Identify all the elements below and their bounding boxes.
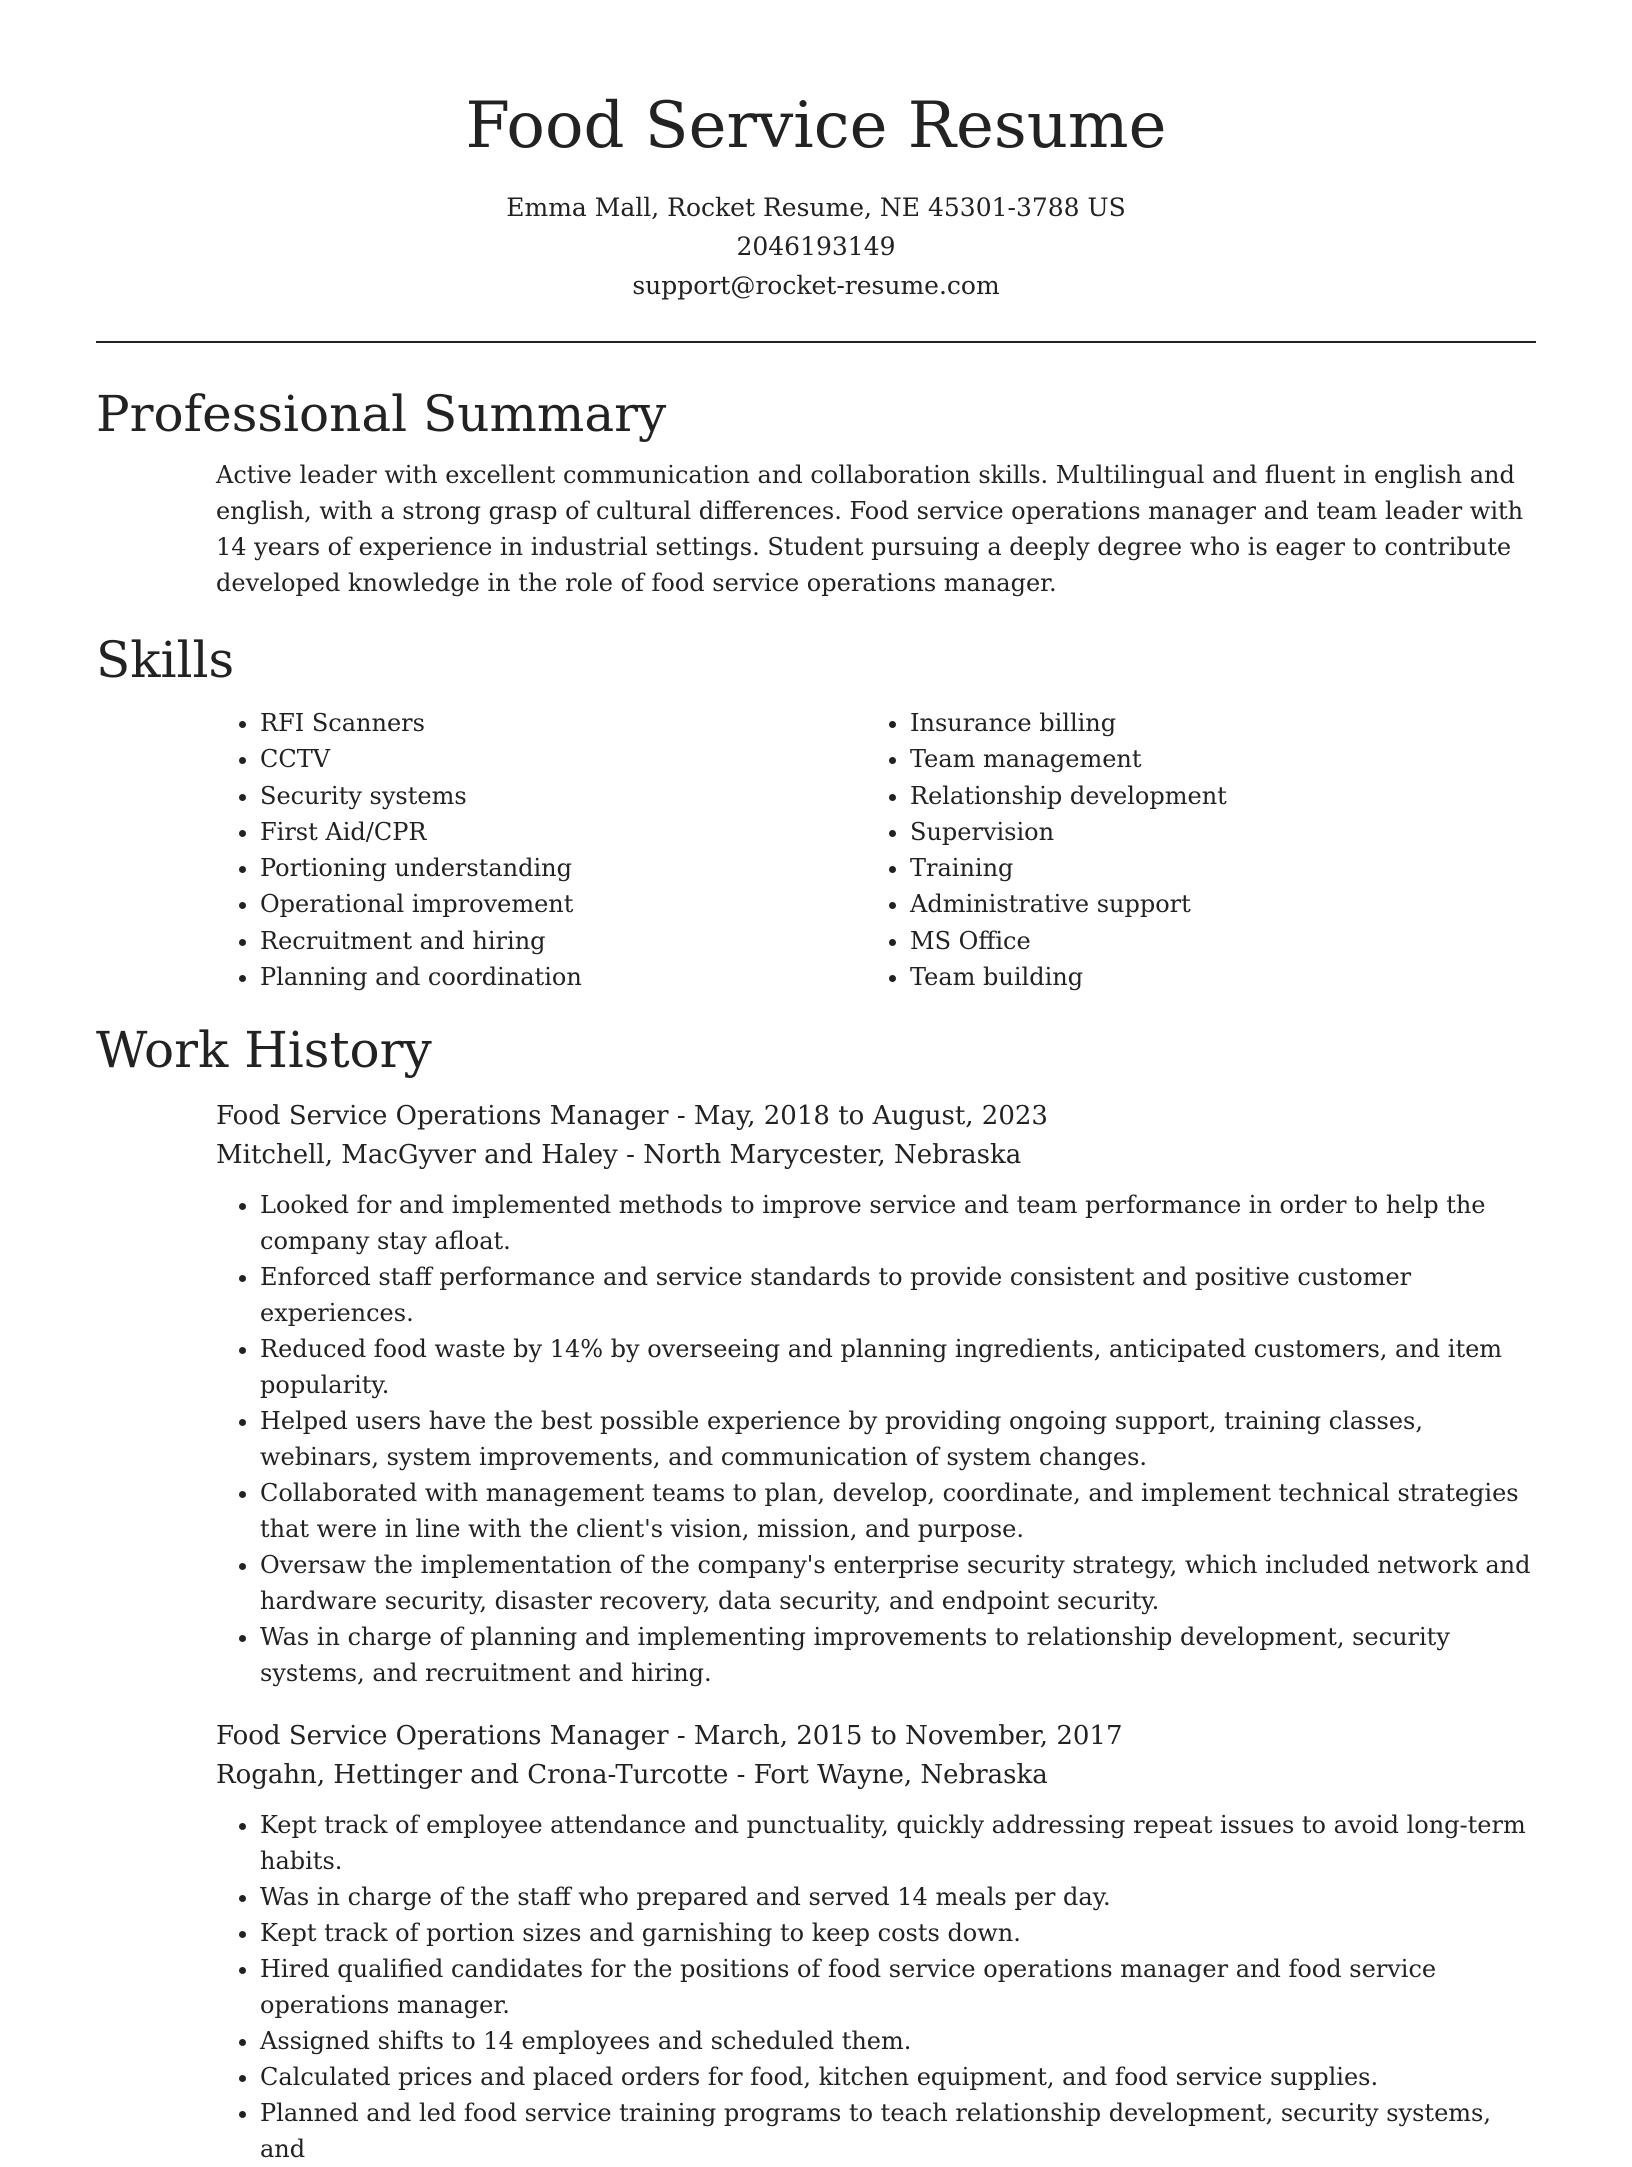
skills-heading: Skills [96, 631, 235, 689]
job-company-line [216, 1136, 1536, 1175]
header-divider [96, 341, 1536, 343]
skill-item: • Team management [910, 741, 1396, 777]
job-bullet: • Was in charge of the staff who prepared and served 14 meals per day. [260, 1879, 1536, 1915]
skill-item: • Administrative support [910, 886, 1396, 922]
job-bullet: • Looked for and implemented methods to improve service and team performance in order to help the company stay afloat. [260, 1187, 1536, 1259]
skill-item: • RFI Scanners [260, 705, 746, 741]
work-history-heading: Work History [96, 1021, 432, 1080]
job-dates: - May, 2018 to August, 2023 [668, 1101, 1048, 1132]
job-bullets [96, 1807, 1536, 2167]
job-company: Mitchell, MacGyver and Haley [216, 1140, 618, 1171]
skills-columns [96, 705, 1536, 995]
job-location: - Fort Wayne, Nebraska [728, 1760, 1048, 1791]
job-bullet: • Collaborated with management teams to plan, develop, coordinate, and implement technical strategies that were in line with the client's vision, mission, and purpose. [260, 1475, 1536, 1547]
skill-item: • Security systems [260, 778, 746, 814]
skill-item: • Recruitment and hiring [260, 923, 746, 959]
job-bullet: • Oversaw the implementation of the company's enterprise security strategy, which included network and hardware security, disaster recovery, data security, and endpoint security. [260, 1547, 1536, 1619]
job-company: Rogahn, Hettinger and Crona-Turcotte [216, 1760, 729, 1791]
job-header [216, 1097, 1536, 1175]
job-title-line [216, 1717, 1536, 1756]
job-role: Food Service Operations Manager [216, 1721, 669, 1752]
resume-title: Food Service Resume [465, 89, 1167, 163]
contact-block [96, 188, 1536, 305]
job-bullet: • Reduced food waste by 14% by overseeing and planning ingredients, anticipated customers, and item popularity. [260, 1331, 1536, 1403]
resume-page [96, 0, 1536, 2167]
job-bullet: • Helped users have the best possible experience by providing ongoing support, training classes, webinars, system improvements, and communication of system changes. [260, 1403, 1536, 1475]
job-bullet: • Enforced staff performance and service standards to provide consistent and positive customer experiences. [260, 1259, 1536, 1331]
job-bullet: • Hired qualified candidates for the positions of food service operations manager and food service operations manager. [260, 1951, 1536, 2023]
skill-item: • Operational improvement [260, 886, 746, 922]
skill-item: • MS Office [910, 923, 1396, 959]
skills-left-list [96, 705, 746, 995]
skill-item: • Supervision [910, 814, 1396, 850]
job-bullet: • Planned and led food service training programs to teach relationship development, security systems, and [260, 2095, 1536, 2167]
summary-heading: Professional Summary [96, 385, 667, 443]
summary-text: Active leader with excellent communication and collaboration skills. Multilingual and fluent in english and english, with a strong grasp of cultural differences. Food service operations manager and team leader with 14 years of experience in industrial settings. Student pursuing a deeply degree who is eager to contribute developed knowledge in the role of food service operations manager. [216, 461, 1524, 597]
job-bullet: • Calculated prices and placed orders for food, kitchen equipment, and food service supplies. [260, 2059, 1536, 2095]
job-bullets [96, 1187, 1536, 1691]
job-location: - North Marycester, Nebraska [617, 1140, 1022, 1171]
contact-email: support@rocket-resume.com [632, 271, 1000, 300]
job-bullet: • Kept track of employee attendance and punctuality, quickly addressing repeat issues to avoid long-term habits. [260, 1807, 1536, 1879]
skill-item: • Training [910, 850, 1396, 886]
job-bullet: • Kept track of portion sizes and garnishing to keep costs down. [260, 1915, 1536, 1951]
skill-item: • Insurance billing [910, 705, 1396, 741]
job-title-line [216, 1097, 1536, 1136]
skill-item: • Relationship development [910, 778, 1396, 814]
skill-item: • First Aid/CPR [260, 814, 746, 850]
job-bullet: • Assigned shifts to 14 employees and scheduled them. [260, 2023, 1536, 2059]
skill-item: • Portioning understanding [260, 850, 746, 886]
skill-item: • CCTV [260, 741, 746, 777]
job-header [216, 1717, 1536, 1795]
skill-item: • Team building [910, 959, 1396, 995]
job-role: Food Service Operations Manager [216, 1101, 669, 1132]
job-company-line [216, 1756, 1536, 1795]
skill-item: • Planning and coordination [260, 959, 746, 995]
skills-right-list [746, 705, 1396, 995]
contact-phone: 2046193149 [736, 232, 896, 261]
job-dates: - March, 2015 to November, 2017 [668, 1721, 1123, 1752]
contact-address: Emma Mall, Rocket Resume, NE 45301-3788 US [506, 193, 1126, 222]
job-bullet: • Was in charge of planning and implementing improvements to relationship development, security systems, and recruitment and hiring. [260, 1619, 1536, 1691]
